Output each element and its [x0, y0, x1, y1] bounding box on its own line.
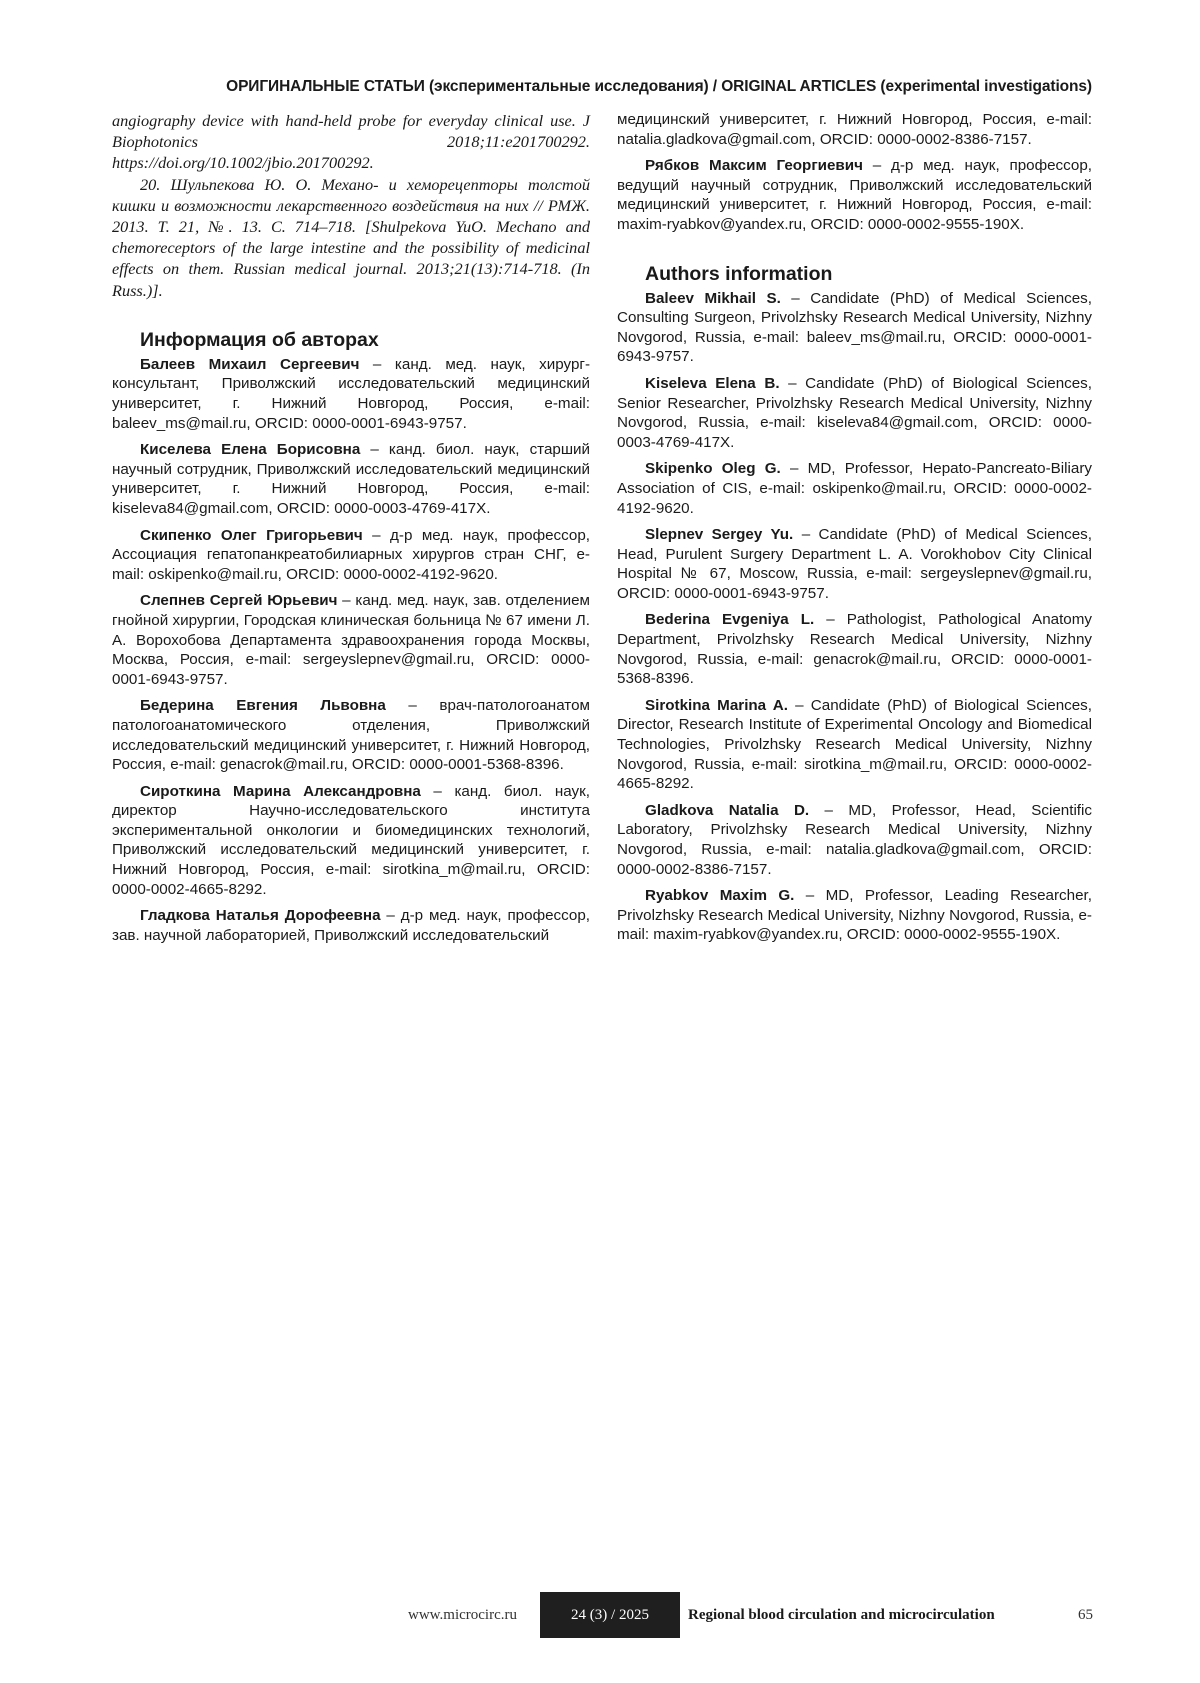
right-column — [617, 110, 1092, 952]
author-name: Гладкова Наталья Дорофеевна — [140, 907, 381, 924]
author-details: – MD, Professor, Hepato-Pancreato-Biliary Association of CIS, e-mail: oskipenko@mail.ru, ORCID: 0000-0002-4192-9620. — [617, 460, 1092, 516]
author-name: Bederina Evgeniya L. — [645, 611, 814, 628]
author-details: – канд. мед. наук, хирург-консультант, Приволжский исследовательский медицинский университет, г. Нижний Новгород, Россия, e-mail: baleev_ms@mail.ru, ORCID: 0000-0001-6943-9757. — [112, 356, 590, 432]
author-name: Ryabkov Maxim G. — [645, 887, 794, 904]
author-name: Gladkova Natalia D. — [645, 802, 809, 819]
author-details: – MD, Professor, Leading Researcher, Privolzhsky Research Medical University, Nizhny Novgorod, Russia, e-mail: maxim-ryabkov@yandex.ru, ORCID: 0000-0002-9555-190X. — [617, 887, 1092, 943]
reference-20: 20. Шульпекова Ю. О. Механо- и хеморецепторы толстой кишки и возможности лекарственного воздействия на них // РМЖ. 2013. Т. 21, №. 13. С. 714–718. [Shulpekova YuO. Mechano and chemoreceptors of the large intestine and the possibility of medicinal effects on them. Russian medical journal. 2013;21(13):714-718. (In Russ.)]. — [112, 174, 590, 301]
author-entry-continuation: медицинский университет, г. Нижний Новгород, Россия, e-mail: natalia.gladkova@gmail.com, ORCID: 0000-0002-8386-7157. — [617, 110, 1092, 149]
author-details: – канд. мед. наук, зав. отделением гнойной хирургии, Городская клиническая больница № 67 имени Л. А. Ворохобова Департамента здравоохранения города Москвы, Москва, Россия, e-mail: sergeyslepnev@gmail.ru, ORCID: 0000-0001-6943-9757. — [112, 592, 590, 687]
author-name: Sirotkina Marina A. — [645, 697, 788, 714]
author-name: Kiseleva Elena B. — [645, 375, 780, 392]
author-entry — [617, 886, 1092, 945]
author-entry — [617, 289, 1092, 367]
author-name: Бедерина Евгения Львовна — [140, 697, 386, 714]
author-details: – Candidate (PhD) of Biological Sciences, Senior Researcher, Privolzhsky Research Medical University, Nizhny Novgorod, Russia, e-mail: kiseleva84@gmail.com, ORCID: 0000-0003-4769-417X. — [617, 375, 1092, 451]
section-title-ru: Информация об авторах — [140, 328, 590, 352]
author-details: – Pathologist, Pathological Anatomy Department, Privolzhsky Research Medical University, Nizhny Novgorod, Russia, e-mail: genacrok@mail.ru, ORCID: 0000-0001-5368-8396. — [617, 611, 1092, 687]
author-details: – д-р мед. наук, профессор, ведущий научный сотрудник, Приволжский исследовательский медицинский университет, г. Нижний Новгород, Россия, e-mail: maxim-ryabkov@yandex.ru, ORCID: 0000-0002-9555-190X. — [617, 157, 1092, 233]
author-name: Рябков Максим Георгиевич — [645, 157, 863, 174]
author-entry — [112, 440, 590, 518]
author-entry — [617, 525, 1092, 603]
author-details: – д-р мед. наук, профессор, Ассоциация гепатопанкреатобилиарных хирургов стран СНГ, e-mail: oskipenko@mail.ru, ORCID: 0000-0002-4192-9620. — [112, 527, 590, 583]
author-entry — [112, 696, 590, 774]
page-number: 65 — [1078, 1607, 1093, 1624]
author-entry — [112, 906, 590, 945]
author-details: – врач-патологоанатом патологоанатомического отделения, Приволжский исследовательский медицинский университет, г. Нижний Новгород, Россия, e-mail: genacrok@mail.ru, ORCID: 0000-0001-5368-8396. — [112, 697, 590, 773]
author-entry — [617, 156, 1092, 234]
author-details: – канд. биол. наук, директор Научно-исследовательского института экспериментальной онкологии и биомедицинских технологий, Приволжский исследовательский медицинский университет, г. Нижний Новгород, Россия, e-mail: sirotkina_m@mail.ru, ORCID: 0000-0002-4665-8292. — [112, 783, 590, 898]
reference-continuation: angiography device with hand-held probe for everyday clinical use. J Biophotonics 2018;11:e201700292. https://doi.org/10.1002/jbio.201700292. — [112, 110, 590, 174]
author-details: – MD, Professor, Head, Scientific Laboratory, Privolzhsky Research Medical University, Nizhny Novgorod, Russia, e-mail: natalia.gladkova@gmail.com, ORCID: 0000-0002-8386-7157. — [617, 802, 1092, 878]
footer-journal-title: Regional blood circulation and microcirculation — [688, 1607, 995, 1624]
author-name: Слепнев Сергей Юрьевич — [140, 592, 337, 609]
section-title-en: Authors information — [645, 262, 1092, 286]
author-entry — [112, 526, 590, 585]
author-entry — [617, 696, 1092, 794]
author-entry — [617, 459, 1092, 518]
author-name: Киселева Елена Борисовна — [140, 441, 360, 458]
author-name: Slepnev Sergey Yu. — [645, 526, 793, 543]
author-details: – Candidate (PhD) of Medical Sciences, Head, Purulent Surgery Department L. A. Vorokhobov City Clinical Hospital № 67, Moscow, Russia, e-mail: sergeyslepnev@gmail.ru, ORCID: 0000-0001-6943-9757. — [617, 526, 1092, 602]
running-header: ОРИГИНАЛЬНЫЕ СТАТЬИ (экспериментальные исследования) / ORIGINAL ARTICLES (experimental investigations) — [108, 78, 1092, 96]
author-name: Skipenko Oleg G. — [645, 460, 781, 477]
author-entry — [112, 591, 590, 689]
footer-website-link[interactable]: www.microcirc.ru — [408, 1607, 517, 1624]
author-name: Baleev Mikhail S. — [645, 290, 781, 307]
footer-issue-badge: 24 (3) / 2025 — [540, 1592, 680, 1638]
author-entry — [617, 374, 1092, 452]
author-name: Скипенко Олег Григорьевич — [140, 527, 363, 544]
left-column — [112, 110, 590, 952]
author-details: – д-р мед. наук, профессор, зав. научной лабораторией, Приволжский исследовательский — [112, 907, 590, 944]
page-footer — [0, 1592, 1200, 1638]
author-entry — [112, 782, 590, 900]
author-entry — [617, 801, 1092, 879]
author-details: – Candidate (PhD) of Medical Sciences, Consulting Surgeon, Privolzhsky Research Medical University, Nizhny Novgorod, Russia, e-mail: baleev_ms@mail.ru, ORCID: 0000-0001-6943-9757. — [617, 290, 1092, 366]
author-entry — [112, 355, 590, 433]
author-name: Сироткина Марина Александровна — [140, 783, 421, 800]
author-details: – канд. биол. наук, старший научный сотрудник, Приволжский исследовательский медицинский университет, г. Нижний Новгород, Россия, e-mail: kiseleva84@gmail.com, ORCID: 0000-0003-4769-417X. — [112, 441, 590, 517]
author-details: – Candidate (PhD) of Biological Sciences, Director, Research Institute of Experimental Oncology and Biomedical Technologies, Privolzhsky Research Medical University, Nizhny Novgorod, Russia, e-mail: sirotkina_m@mail.ru, ORCID: 0000-0002-4665-8292. — [617, 697, 1092, 792]
author-entry — [617, 610, 1092, 688]
author-name: Балеев Михаил Сергеевич — [140, 356, 359, 373]
